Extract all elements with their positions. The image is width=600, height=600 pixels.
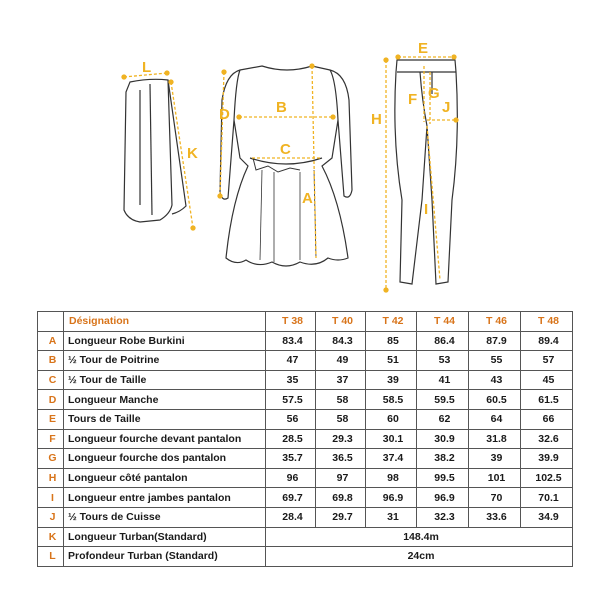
row-merged-value: 24cm bbox=[266, 547, 573, 567]
label-L: L bbox=[142, 59, 152, 76]
row-letter: B bbox=[38, 351, 64, 371]
row-label: Longueur entre jambes pantalon bbox=[64, 488, 266, 508]
row-value: 96 bbox=[266, 468, 316, 488]
row-value: 87.9 bbox=[469, 331, 521, 351]
table-header-row bbox=[38, 312, 573, 332]
row-value: 35 bbox=[266, 370, 316, 390]
table-body bbox=[38, 331, 573, 566]
row-value: 57 bbox=[521, 351, 573, 371]
row-value: 34.9 bbox=[521, 507, 573, 527]
row-value: 99.5 bbox=[417, 468, 469, 488]
header-size: T 44 bbox=[417, 312, 469, 332]
row-letter: J bbox=[38, 507, 64, 527]
row-value: 62 bbox=[417, 409, 469, 429]
row-value: 84.3 bbox=[316, 331, 366, 351]
size-table bbox=[37, 311, 573, 567]
row-value: 83.4 bbox=[266, 331, 316, 351]
row-value: 37.4 bbox=[366, 449, 417, 469]
row-label: ½ Tour de Taille bbox=[64, 370, 266, 390]
row-value: 98 bbox=[366, 468, 417, 488]
row-value: 38.2 bbox=[417, 449, 469, 469]
row-value: 43 bbox=[469, 370, 521, 390]
header-size: T 46 bbox=[469, 312, 521, 332]
header-designation: Désignation bbox=[64, 312, 266, 332]
row-value: 69.8 bbox=[316, 488, 366, 508]
row-value: 28.4 bbox=[266, 507, 316, 527]
table-row bbox=[38, 390, 573, 410]
row-value: 53 bbox=[417, 351, 469, 371]
row-label: Longueur côté pantalon bbox=[64, 468, 266, 488]
dress-drawing bbox=[220, 66, 352, 266]
row-letter: E bbox=[38, 409, 64, 429]
table-row bbox=[38, 488, 573, 508]
row-value: 58 bbox=[316, 409, 366, 429]
table-row bbox=[38, 449, 573, 469]
header-size: T 40 bbox=[316, 312, 366, 332]
row-value: 70.1 bbox=[521, 488, 573, 508]
row-value: 101 bbox=[469, 468, 521, 488]
header-blank bbox=[38, 312, 64, 332]
row-value: 49 bbox=[316, 351, 366, 371]
row-value: 70 bbox=[469, 488, 521, 508]
row-value: 29.3 bbox=[316, 429, 366, 449]
row-value: 96.9 bbox=[366, 488, 417, 508]
row-letter: F bbox=[38, 429, 64, 449]
row-label: Longueur Turban(Standard) bbox=[64, 527, 266, 547]
row-value: 32.6 bbox=[521, 429, 573, 449]
row-value: 56 bbox=[266, 409, 316, 429]
turban-drawing bbox=[124, 79, 186, 222]
row-label: Longueur Robe Burkini bbox=[64, 331, 266, 351]
table-row bbox=[38, 507, 573, 527]
row-value: 97 bbox=[316, 468, 366, 488]
row-value: 89.4 bbox=[521, 331, 573, 351]
header-size: T 48 bbox=[521, 312, 573, 332]
row-value: 96.9 bbox=[417, 488, 469, 508]
label-H: H bbox=[371, 111, 382, 128]
label-E: E bbox=[418, 40, 429, 57]
row-value: 32.3 bbox=[417, 507, 469, 527]
row-letter: I bbox=[38, 488, 64, 508]
table-row bbox=[38, 331, 573, 351]
row-value: 41 bbox=[417, 370, 469, 390]
row-value: 39 bbox=[366, 370, 417, 390]
row-value: 39.9 bbox=[521, 449, 573, 469]
row-value: 69.7 bbox=[266, 488, 316, 508]
label-F: F bbox=[408, 91, 418, 108]
table-row bbox=[38, 468, 573, 488]
row-value: 60 bbox=[366, 409, 417, 429]
row-label: ½ Tour de Poitrine bbox=[64, 351, 266, 371]
row-label: Longueur Manche bbox=[64, 390, 266, 410]
label-C: C bbox=[280, 141, 291, 158]
row-value: 33.6 bbox=[469, 507, 521, 527]
row-letter: L bbox=[38, 547, 64, 567]
row-value: 86.4 bbox=[417, 331, 469, 351]
label-G: G bbox=[428, 85, 440, 102]
row-letter: A bbox=[38, 331, 64, 351]
label-A: A bbox=[302, 190, 313, 207]
label-I: I bbox=[424, 201, 429, 218]
row-label: Longueur fourche dos pantalon bbox=[64, 449, 266, 469]
row-value: 57.5 bbox=[266, 390, 316, 410]
row-label: ½ Tours de Cuisse bbox=[64, 507, 266, 527]
row-value: 36.5 bbox=[316, 449, 366, 469]
row-label: Profondeur Turban (Standard) bbox=[64, 547, 266, 567]
row-value: 28.5 bbox=[266, 429, 316, 449]
label-K: K bbox=[187, 145, 198, 162]
row-value: 39 bbox=[469, 449, 521, 469]
row-value: 31 bbox=[366, 507, 417, 527]
label-J: J bbox=[442, 99, 451, 116]
row-value: 51 bbox=[366, 351, 417, 371]
row-value: 47 bbox=[266, 351, 316, 371]
label-D: D bbox=[219, 106, 230, 123]
header-size: T 38 bbox=[266, 312, 316, 332]
label-B: B bbox=[276, 99, 287, 116]
row-value: 55 bbox=[469, 351, 521, 371]
table-row bbox=[38, 547, 573, 567]
row-letter: K bbox=[38, 527, 64, 547]
row-value: 29.7 bbox=[316, 507, 366, 527]
row-value: 45 bbox=[521, 370, 573, 390]
header-size: T 42 bbox=[366, 312, 417, 332]
table-row bbox=[38, 409, 573, 429]
row-value: 85 bbox=[366, 331, 417, 351]
row-value: 60.5 bbox=[469, 390, 521, 410]
row-letter: G bbox=[38, 449, 64, 469]
row-value: 35.7 bbox=[266, 449, 316, 469]
row-merged-value: 148.4m bbox=[266, 527, 573, 547]
row-value: 64 bbox=[469, 409, 521, 429]
row-value: 30.1 bbox=[366, 429, 417, 449]
row-letter: D bbox=[38, 390, 64, 410]
row-letter: H bbox=[38, 468, 64, 488]
row-label: Longueur fourche devant pantalon bbox=[64, 429, 266, 449]
row-value: 58.5 bbox=[366, 390, 417, 410]
turban-measure-lines bbox=[122, 71, 195, 230]
row-value: 66 bbox=[521, 409, 573, 429]
row-value: 31.8 bbox=[469, 429, 521, 449]
table-row bbox=[38, 370, 573, 390]
row-label: Tours de Taille bbox=[64, 409, 266, 429]
row-value: 37 bbox=[316, 370, 366, 390]
table-row bbox=[38, 429, 573, 449]
row-value: 58 bbox=[316, 390, 366, 410]
table-row bbox=[38, 351, 573, 371]
row-value: 102.5 bbox=[521, 468, 573, 488]
row-value: 30.9 bbox=[417, 429, 469, 449]
row-value: 61.5 bbox=[521, 390, 573, 410]
table-row bbox=[38, 527, 573, 547]
row-value: 59.5 bbox=[417, 390, 469, 410]
trousers-drawing bbox=[395, 60, 457, 284]
row-letter: C bbox=[38, 370, 64, 390]
